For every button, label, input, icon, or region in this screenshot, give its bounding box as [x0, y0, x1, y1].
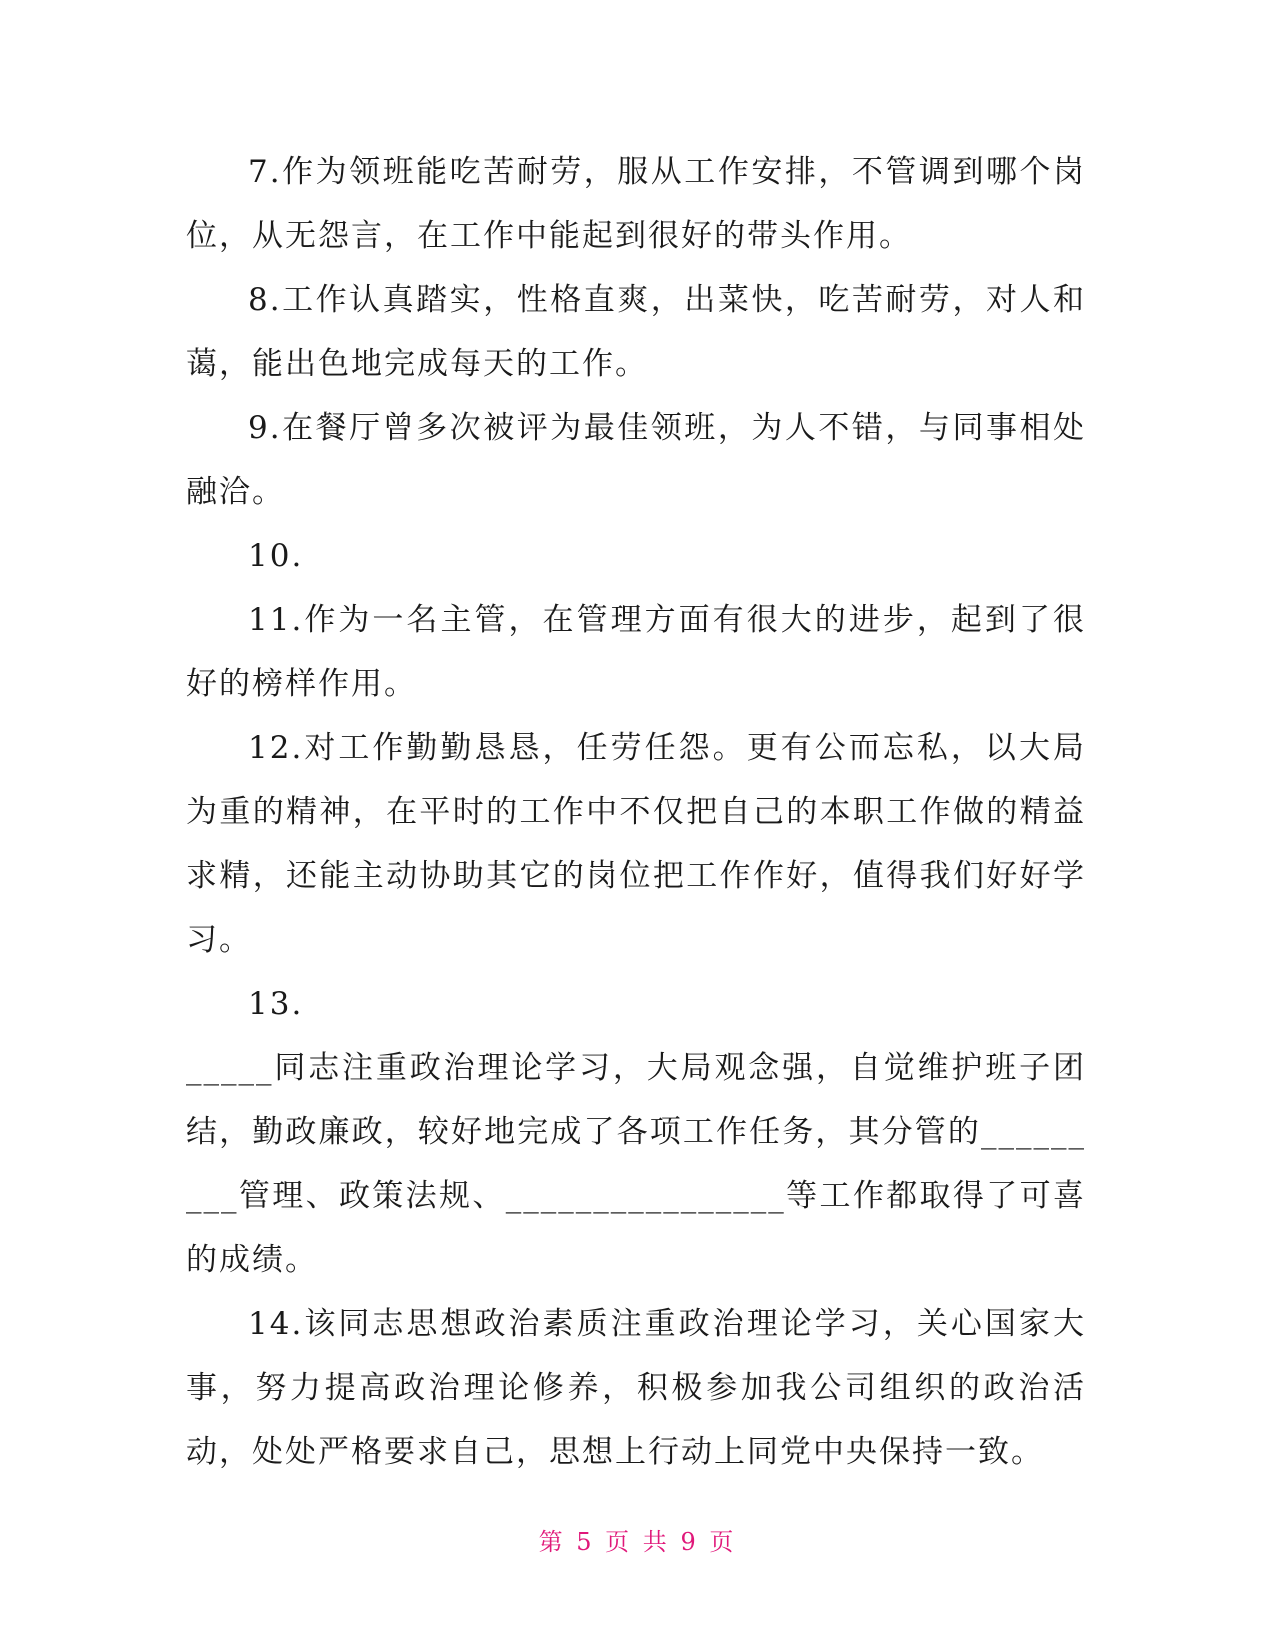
paragraph-13: 13. — [248, 986, 304, 1022]
paragraph-9: 9.在餐厅曾多次被评为最佳领班，为人不错，与同事相处融洽。 — [186, 410, 1086, 510]
paragraph-10: 10. — [248, 538, 304, 574]
page-number-footer: 第 5 页 共 9 页 — [538, 1528, 737, 1556]
paragraph-7: 7.作为领班能吃苦耐劳，服从工作安排，不管调到哪个岗位，从无怨言，在工作中能起到很好的带头作用。 — [186, 154, 1086, 254]
paragraph-13-body: _____同志注重政治理论学习，大局观念强，自觉维护班子团结，勤政廉政，较好地完成了各项工作任务，其分管的_________管理、政策法规、________________等工作都取得了可喜的成绩。 — [186, 1050, 1086, 1278]
paragraph-14: 14.该同志思想政治素质注重政治理论学习，关心国家大事，努力提高政治理论修养，积极参加我公司组织的政治活动，处处严格要求自己，思想上行动上同党中央保持一致。 — [186, 1306, 1086, 1470]
paragraph-8: 8.工作认真踏实，性格直爽，出菜快，吃苦耐劳，对人和蔼，能出色地完成每天的工作。 — [186, 282, 1086, 382]
paragraph-11: 11.作为一名主管，在管理方面有很大的进步，起到了很好的榜样作用。 — [186, 602, 1086, 702]
document-body — [186, 140, 1086, 1484]
paragraph-12: 12.对工作勤勤恳恳，任劳任怨。更有公而忘私，以大局为重的精神，在平时的工作中不仅把自己的本职工作做的精益求精，还能主动协助其它的岗位把工作作好，值得我们好好学习。 — [186, 730, 1086, 958]
